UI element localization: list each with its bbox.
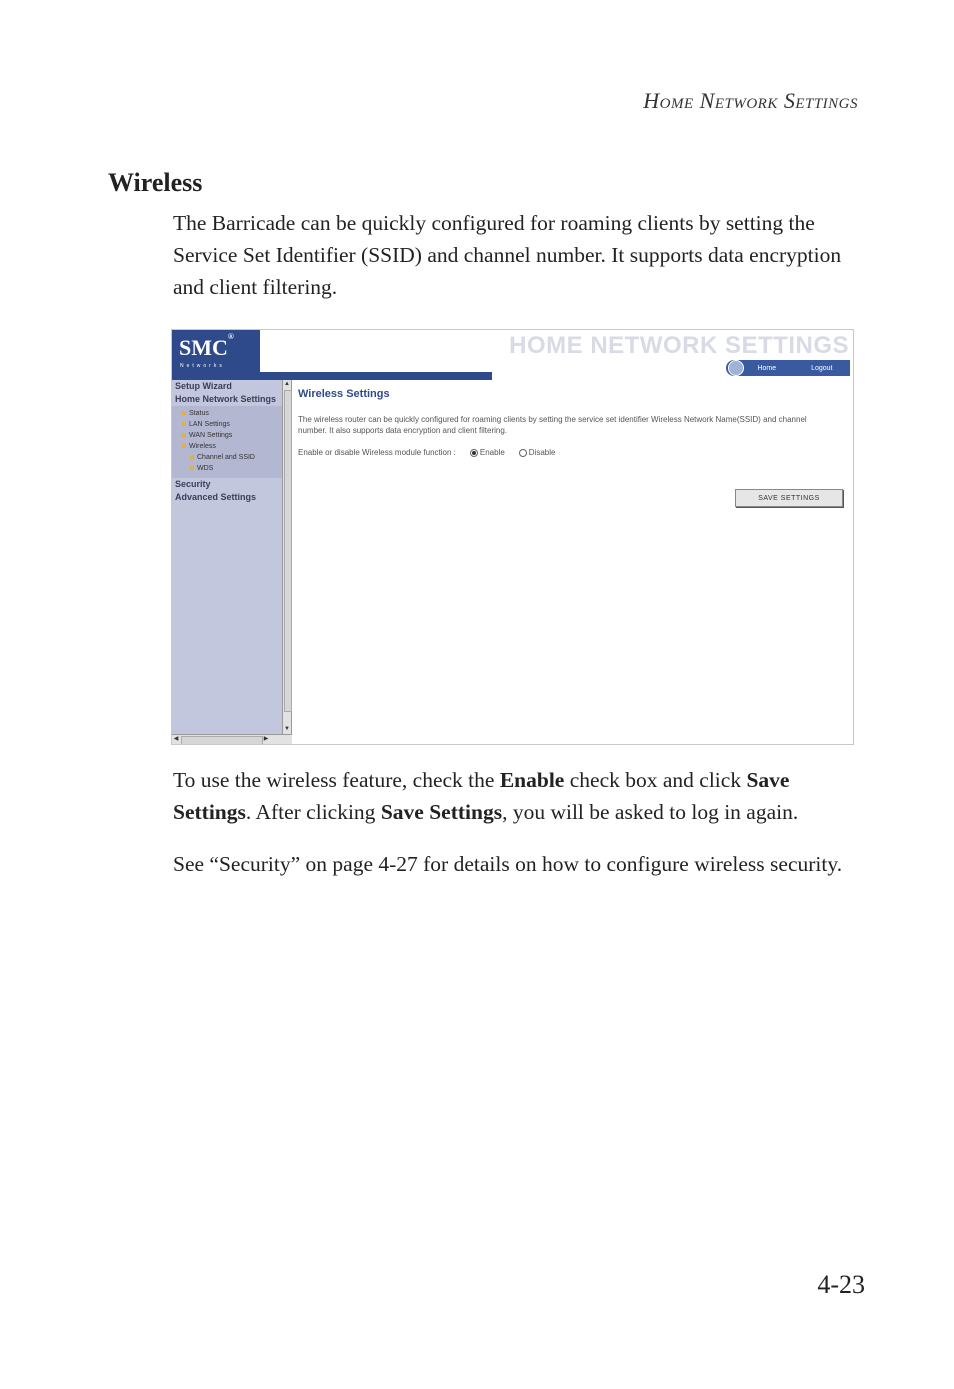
running-header: Home Network Settings: [643, 88, 858, 113]
section-title: Wireless: [108, 168, 203, 197]
enable-option-label: Enable: [479, 448, 505, 457]
globe-icon: [728, 360, 744, 376]
enable-label: Enable or disable Wireless module function :: [298, 448, 456, 457]
hscroll-thumb[interactable]: [181, 736, 263, 745]
sidebar: [172, 380, 282, 734]
disable-option-label: Disable: [528, 448, 556, 457]
banner-title: HOME NETWORK SETTINGS: [509, 332, 849, 359]
bullet-icon: [190, 455, 194, 459]
disable-radio[interactable]: [519, 449, 527, 457]
sidebar-item-wds[interactable]: WDS: [172, 463, 282, 474]
intro-paragraph: The Barricade can be quickly configured for roaming clients by setting the Service Set Identifier (SSID) and channel number. It supports data encryption and client filtering.: [173, 211, 842, 299]
bullet-icon: [182, 411, 186, 415]
router-screenshot: [171, 329, 854, 745]
sidebar-item-setup-wizard[interactable]: Setup Wizard: [175, 381, 232, 391]
sidebar-item-advanced[interactable]: Advanced Settings: [175, 492, 257, 502]
sidebar-submenu: [172, 406, 282, 478]
bullet-icon: [182, 433, 186, 437]
content-description: The wireless router can be quickly configured for roaming clients by setting the service set identifier Wireless Network Name(SSID) and channel number. It also supports data encryption and client filtering.: [298, 415, 807, 435]
content-title: Wireless Settings: [298, 388, 390, 400]
sidebar-item-wan[interactable]: WAN Settings: [172, 430, 282, 441]
enable-radio[interactable]: [470, 449, 478, 457]
wireless-toggle-row: [298, 448, 848, 457]
logout-link[interactable]: Logout: [811, 364, 833, 372]
sidebar-item-wireless[interactable]: Wireless: [172, 441, 282, 452]
home-link[interactable]: Home: [757, 364, 777, 372]
vertical-scrollbar[interactable]: [282, 380, 292, 734]
bullet-icon: [182, 422, 186, 426]
page-number: 4-23: [817, 1270, 865, 1299]
sidebar-item-lan[interactable]: LAN Settings: [172, 419, 282, 430]
bullet-icon: [182, 444, 186, 448]
horizontal-scrollbar[interactable]: [172, 734, 292, 744]
sidebar-item-security[interactable]: Security: [175, 479, 211, 489]
save-settings-button[interactable]: SAVE SETTINGS: [735, 489, 843, 507]
sidebar-item-channel-ssid[interactable]: Channel and SSID: [172, 452, 282, 463]
header-strip: [172, 372, 492, 380]
scroll-down-icon[interactable]: ▼: [284, 726, 290, 732]
scroll-left-icon[interactable]: ◀: [173, 736, 179, 742]
bullet-icon: [190, 466, 194, 470]
usage-paragraph: To use the wireless feature, check the Enable check box and click Save Settings. After clicking Save Settings, you will be asked to log in again.: [173, 768, 799, 824]
sidebar-item-home-network[interactable]: Home Network Settings: [175, 394, 277, 404]
scroll-right-icon[interactable]: ▶: [263, 736, 269, 742]
header-links: [726, 360, 850, 376]
smc-logo: SMC® Networks: [172, 330, 260, 372]
content-panel: [298, 388, 848, 457]
scroll-thumb[interactable]: [284, 390, 292, 712]
see-also-paragraph: See “Security” on page 4-27 for details on how to configure wireless security.: [173, 852, 843, 876]
sidebar-item-status[interactable]: Status: [172, 408, 282, 419]
scroll-up-icon[interactable]: ▲: [284, 381, 290, 387]
